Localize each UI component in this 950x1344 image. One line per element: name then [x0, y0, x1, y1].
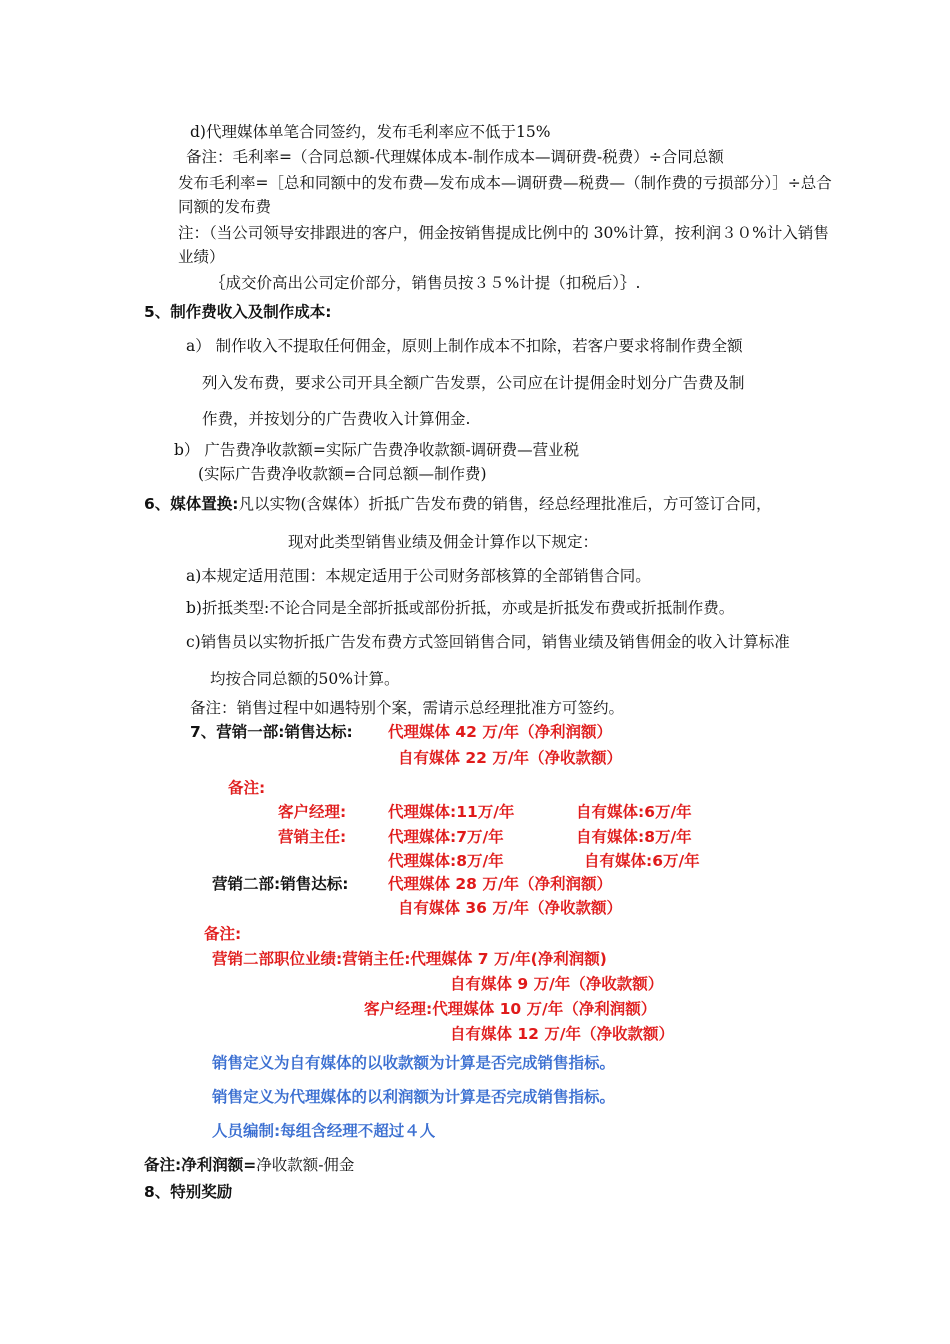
extra-own: 自有媒体:6万/年 [584, 852, 700, 870]
net-profit-note [144, 1154, 354, 1176]
commission-note-line2: 业绩） [178, 248, 225, 266]
clause-5a-line3: 作费，并按划分的广告费收入计算佣金. [202, 410, 471, 428]
price-excess-note: ｛成交价高出公司定价部分，销售员按３５%计提（扣税后）｝. [210, 274, 641, 292]
clause-5a-line2: 列入发布费，要求公司开具全额广告发票，公司应在计提佣金时划分广告费及制 [202, 374, 745, 392]
clause-5a-line1: a） 制作收入不提取任何佣金，原则上制作成本不扣除，若客户要求将制作费全额 [186, 337, 743, 355]
clause-5b-line2: (实际广告费净收款额=合同总额—制作费) [198, 465, 487, 483]
net-profit-note-text: 净收款额-佣金 [256, 1156, 355, 1174]
gross-margin-note: 备注：毛利率=（合同总额-代理媒体成本-制作成本—调研费-税费）÷合同总额 [186, 148, 724, 166]
account-manager-agency: 代理媒体:11万/年 [388, 803, 515, 821]
account-manager-own: 自有媒体:6万/年 [576, 803, 692, 821]
net-profit-note-label: 备注:净利润额= [144, 1156, 257, 1174]
dept2-director-target: 营销二部职位业绩:营销主任:代理媒体 7 万/年(净利润额) [212, 950, 607, 968]
dept2-target-agency: 代理媒体 28 万/年（净利润额） [388, 875, 613, 893]
definition-own-media: 销售定义为自有媒体的以收款额为计算是否完成销售指标。 [212, 1054, 616, 1072]
dept2-target-label: 营销二部:销售达标: [212, 875, 349, 893]
clause-6a: a)本规定适用范围：本规定适用于公司财务部核算的全部销售合同。 [186, 567, 651, 585]
section-6-text: 凡以实物(含媒体）折抵广告发布费的销售，经总经理批准后，方可签订合同， [238, 495, 772, 513]
section-5-heading: 5、制作费收入及制作成本: [144, 303, 332, 321]
dept2-manager-own: 自有媒体 12 万/年（净收款额） [450, 1025, 675, 1043]
dept2-note-label: 备注: [204, 925, 242, 943]
publish-gross-margin-line1: 发布毛利率=［总和同额中的发布费—发布成本—调研费—税费—（制作费的亏损部分）］÷总合 [178, 174, 832, 192]
sales-director-label: 营销主任: [278, 828, 347, 846]
section-6-rules-intro: 现对此类型销售业绩及佣金计算作以下规定： [288, 533, 599, 551]
clause-5b-line1: b） 广告费净收款额=实际广告费净收款额-调研费—营业税 [174, 441, 580, 459]
dept1-target-label: 7、营销一部:销售达标: [190, 723, 353, 741]
dept1-target-own: 自有媒体 22 万/年（净收款额） [398, 749, 623, 767]
dept1-note-label: 备注: [228, 779, 266, 797]
section-6-heading [144, 493, 772, 515]
staffing-rule: 人员编制:每组含经理不超过４人 [212, 1122, 436, 1140]
clause-6b: b)折抵类型:不论合同是全部折抵或部份折抵，亦或是折抵发布费或折抵制作费。 [186, 599, 735, 617]
account-manager-label: 客户经理: [278, 803, 347, 821]
sales-director-own: 自有媒体:8万/年 [576, 828, 692, 846]
clause-6c-line2: 均按合同总额的50%计算。 [210, 670, 400, 688]
section-6-note: 备注：销售过程中如遇特别个案，需请示总经理批准方可签约。 [190, 699, 625, 717]
commission-note-line1: 注：（当公司领导安排跟进的客户，佣金按销售提成比例中的 30%计算，按利润３０%计入销售 [178, 224, 829, 242]
clause-d: d)代理媒体单笔合同签约，发布毛利率应不低于15% [190, 123, 551, 141]
dept1-target-agency: 代理媒体 42 万/年（净利润额） [388, 723, 613, 741]
sales-director-agency: 代理媒体:7万/年 [388, 828, 504, 846]
dept2-target-own: 自有媒体 36 万/年（净收款额） [398, 899, 623, 917]
dept2-director-own: 自有媒体 9 万/年（净收款额） [450, 975, 664, 993]
definition-agency-media: 销售定义为代理媒体的以利润额为计算是否完成销售指标。 [212, 1088, 616, 1106]
publish-gross-margin-line2: 同额的发布费 [178, 198, 272, 216]
dept2-manager-target: 客户经理:代理媒体 10 万/年（净利润额） [364, 1000, 657, 1018]
section-6-title: 6、媒体置换: [144, 495, 239, 513]
extra-agency: 代理媒体:8万/年 [388, 852, 504, 870]
section-8-heading: 8、特别奖励 [144, 1183, 233, 1201]
clause-6c-line1: c)销售员以实物折抵广告发布费方式签回销售合同，销售业绩及销售佣金的收入计算标准 [186, 633, 790, 651]
